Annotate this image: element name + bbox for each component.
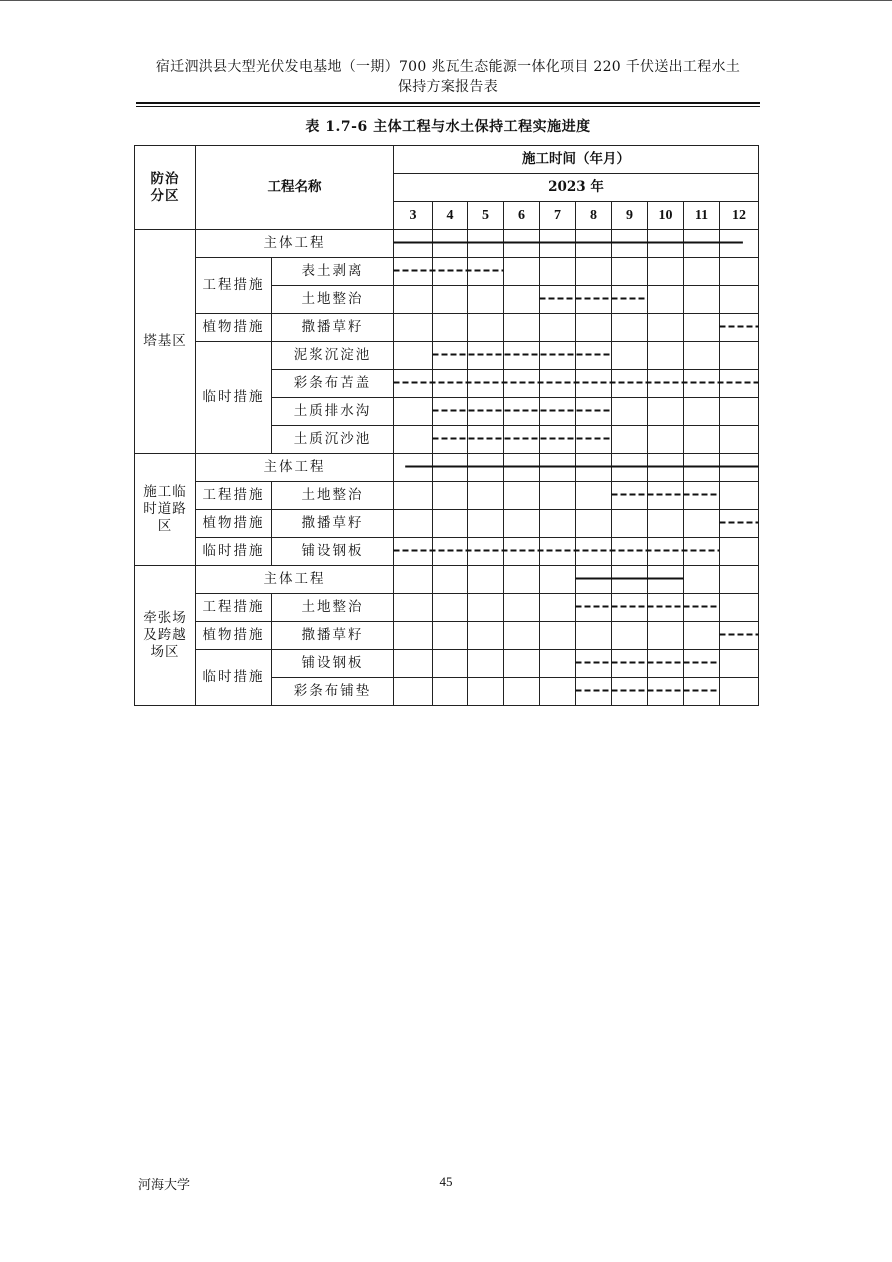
time-header: 施工时间（年月） (394, 146, 759, 174)
schedule-cell (684, 678, 720, 706)
measure-item: 表土剥离 (272, 258, 394, 286)
measure-row (135, 622, 759, 650)
measure-item: 撒播草籽 (272, 314, 394, 342)
month-header: 4 (433, 202, 468, 230)
schedule-cell (612, 454, 648, 482)
schedule-cell (720, 342, 759, 370)
schedule-cell (394, 342, 433, 370)
schedule-cell (540, 230, 576, 258)
measure-item: 撒播草籽 (272, 622, 394, 650)
schedule-cell (433, 230, 468, 258)
schedule-cell (394, 314, 433, 342)
month-header: 5 (468, 202, 504, 230)
schedule-cell (433, 286, 468, 314)
zone-column-header: 防治 分区 (135, 146, 196, 230)
schedule-cell (468, 314, 504, 342)
footer-organization: 河海大学 (138, 1178, 191, 1193)
zone-name: 塔基区 (135, 230, 196, 454)
schedule-cell (468, 370, 504, 398)
measure-item: 土质排水沟 (272, 398, 394, 426)
schedule-cell (612, 426, 648, 454)
main-work-row (135, 230, 759, 258)
schedule-cell (433, 454, 468, 482)
schedule-cell (648, 622, 684, 650)
schedule-cell (720, 286, 759, 314)
schedule-cell (433, 566, 468, 594)
schedule-cell (468, 622, 504, 650)
schedule-cell (648, 566, 684, 594)
measure-category: 临时措施 (196, 538, 272, 566)
measure-row (135, 510, 759, 538)
schedule-cell (504, 398, 540, 426)
schedule-cell (394, 622, 433, 650)
schedule-cell (612, 258, 648, 286)
page-number: 45 (439, 1174, 453, 1189)
name-column-header: 工程名称 (196, 146, 394, 230)
schedule-cell (433, 258, 468, 286)
schedule-cell (433, 370, 468, 398)
measure-item: 土质沉沙池 (272, 426, 394, 454)
measure-category: 植物措施 (196, 314, 272, 342)
header-row-1 (135, 146, 759, 174)
schedule-cell (433, 426, 468, 454)
schedule-cell (468, 594, 504, 622)
measure-category: 植物措施 (196, 622, 272, 650)
schedule-cell (684, 566, 720, 594)
year-header: 2023 年 (394, 174, 759, 202)
measure-category: 工程措施 (196, 258, 272, 314)
schedule-cell (394, 678, 433, 706)
measure-item: 铺设钢板 (272, 650, 394, 678)
measure-item: 土地整治 (272, 482, 394, 510)
schedule-cell (720, 510, 759, 538)
schedule-cell (720, 314, 759, 342)
schedule-cell (684, 286, 720, 314)
schedule-cell (648, 482, 684, 510)
schedule-cell (433, 482, 468, 510)
main-work-row (135, 566, 759, 594)
month-header: 6 (504, 202, 540, 230)
schedule-cell (720, 258, 759, 286)
month-header: 8 (576, 202, 612, 230)
schedule-cell (433, 314, 468, 342)
schedule-cell (433, 650, 468, 678)
header-line-1: 宿迁泗洪县大型光伏发电基地（一期）700 兆瓦生态能源一体化项目 220 千伏送出工程水土 (155, 59, 741, 75)
schedule-cell (576, 286, 612, 314)
measure-item: 撒播草籽 (272, 510, 394, 538)
schedule-cell (504, 482, 540, 510)
schedule-cell (468, 482, 504, 510)
schedule-cell (612, 286, 648, 314)
schedule-cell (504, 426, 540, 454)
schedule-cell (648, 594, 684, 622)
measure-row (135, 482, 759, 510)
table-caption: 表 1.7-6 主体工程与水土保持工程实施进度 (305, 119, 591, 135)
schedule-cell (648, 650, 684, 678)
measure-row (135, 650, 759, 678)
page-top-border (0, 0, 892, 1)
schedule-cell (684, 230, 720, 258)
schedule-cell (720, 678, 759, 706)
schedule-cell (504, 454, 540, 482)
schedule-cell (504, 286, 540, 314)
schedule-cell (540, 566, 576, 594)
schedule-cell (612, 678, 648, 706)
schedule-cell (394, 230, 433, 258)
schedule-cell (576, 650, 612, 678)
schedule-cell (540, 314, 576, 342)
schedule-cell (394, 258, 433, 286)
schedule-cell (576, 370, 612, 398)
schedule-cell (684, 426, 720, 454)
schedule-cell (720, 538, 759, 566)
measure-row (135, 314, 759, 342)
schedule-cell (612, 594, 648, 622)
schedule-cell (540, 286, 576, 314)
schedule-cell (612, 510, 648, 538)
schedule-cell (576, 538, 612, 566)
measure-row (135, 258, 759, 286)
schedule-cell (720, 370, 759, 398)
schedule-cell (576, 230, 612, 258)
schedule-cell (576, 258, 612, 286)
schedule-cell (468, 454, 504, 482)
schedule-cell (504, 678, 540, 706)
schedule-cell (433, 594, 468, 622)
schedule-cell (576, 594, 612, 622)
schedule-cell (684, 342, 720, 370)
schedule-cell (468, 678, 504, 706)
month-header: 3 (394, 202, 433, 230)
schedule-cell (720, 398, 759, 426)
measure-item: 土地整治 (272, 286, 394, 314)
schedule-cell (540, 258, 576, 286)
schedule-cell (504, 566, 540, 594)
schedule-cell (540, 538, 576, 566)
schedule-cell (433, 510, 468, 538)
schedule-cell (648, 230, 684, 258)
schedule-cell (576, 454, 612, 482)
schedule-cell (504, 650, 540, 678)
schedule-cell (394, 454, 433, 482)
main-work-label: 主体工程 (196, 566, 394, 594)
schedule-cell (433, 538, 468, 566)
measure-row (135, 342, 759, 370)
zone-name: 牵张场 及跨越 场区 (135, 566, 196, 706)
schedule-cell (576, 566, 612, 594)
schedule-cell (540, 398, 576, 426)
schedule-cell (540, 426, 576, 454)
schedule-cell (648, 286, 684, 314)
schedule-cell (576, 314, 612, 342)
schedule-cell (394, 482, 433, 510)
schedule-cell (612, 314, 648, 342)
schedule-cell (540, 482, 576, 510)
schedule-cell (684, 650, 720, 678)
schedule-cell (648, 342, 684, 370)
schedule-cell (612, 342, 648, 370)
schedule-cell (394, 370, 433, 398)
schedule-cell (394, 426, 433, 454)
schedule-cell (394, 398, 433, 426)
schedule-cell (540, 342, 576, 370)
schedule-cell (684, 370, 720, 398)
measure-category: 植物措施 (196, 510, 272, 538)
month-header: 10 (648, 202, 684, 230)
schedule-cell (468, 286, 504, 314)
month-header: 12 (720, 202, 759, 230)
schedule-cell (576, 678, 612, 706)
measure-category: 工程措施 (196, 594, 272, 622)
measure-item: 土地整治 (272, 594, 394, 622)
schedule-cell (576, 398, 612, 426)
measure-item: 彩条布苫盖 (272, 370, 394, 398)
header-rule-thin (136, 106, 760, 107)
schedule-cell (504, 258, 540, 286)
schedule-cell (720, 482, 759, 510)
schedule-cell (576, 342, 612, 370)
measure-row (135, 594, 759, 622)
schedule-cell (684, 454, 720, 482)
schedule-table (134, 145, 759, 706)
zone-name: 施工临 时道路 区 (135, 454, 196, 566)
schedule-cell (540, 510, 576, 538)
schedule-cell (540, 650, 576, 678)
schedule-cell (540, 678, 576, 706)
month-header: 7 (540, 202, 576, 230)
header-rule-thick (136, 102, 760, 104)
schedule-cell (612, 482, 648, 510)
measure-row (135, 538, 759, 566)
schedule-cell (612, 622, 648, 650)
schedule-cell (720, 454, 759, 482)
schedule-cell (394, 566, 433, 594)
measure-item: 泥浆沉淀池 (272, 342, 394, 370)
schedule-cell (684, 314, 720, 342)
main-work-row (135, 454, 759, 482)
schedule-cell (684, 510, 720, 538)
document-header (136, 57, 760, 97)
schedule-cell (612, 566, 648, 594)
schedule-cell (394, 650, 433, 678)
schedule-cell (648, 454, 684, 482)
measure-category: 临时措施 (196, 650, 272, 706)
header-line-2: 保持方案报告表 (397, 79, 499, 95)
schedule-cell (720, 566, 759, 594)
main-work-label: 主体工程 (196, 230, 394, 258)
schedule-cell (468, 566, 504, 594)
schedule-cell (684, 538, 720, 566)
schedule-cell (684, 258, 720, 286)
schedule-cell (433, 678, 468, 706)
schedule-cell (684, 482, 720, 510)
schedule-cell (394, 510, 433, 538)
schedule-cell (540, 622, 576, 650)
schedule-cell (684, 622, 720, 650)
schedule-cell (468, 258, 504, 286)
schedule-cell (468, 342, 504, 370)
schedule-cell (684, 594, 720, 622)
schedule-cell (648, 258, 684, 286)
schedule-cell (648, 538, 684, 566)
schedule-cell (394, 538, 433, 566)
schedule-cell (648, 678, 684, 706)
schedule-cell (504, 370, 540, 398)
schedule-cell (433, 398, 468, 426)
measure-category: 工程措施 (196, 482, 272, 510)
schedule-cell (612, 230, 648, 258)
schedule-cell (540, 454, 576, 482)
month-header: 9 (612, 202, 648, 230)
schedule-cell (468, 230, 504, 258)
schedule-cell (576, 426, 612, 454)
schedule-cell (612, 538, 648, 566)
schedule-cell (504, 510, 540, 538)
schedule-cell (720, 650, 759, 678)
schedule-cell (648, 426, 684, 454)
schedule-cell (720, 230, 759, 258)
measure-item: 铺设钢板 (272, 538, 394, 566)
schedule-cell (576, 510, 612, 538)
schedule-cell (720, 622, 759, 650)
measure-item: 彩条布铺垫 (272, 678, 394, 706)
schedule-cell (612, 370, 648, 398)
schedule-cell (612, 398, 648, 426)
schedule-cell (576, 482, 612, 510)
schedule-cell (504, 314, 540, 342)
schedule-cell (648, 398, 684, 426)
schedule-cell (684, 398, 720, 426)
schedule-cell (540, 370, 576, 398)
month-header: 11 (684, 202, 720, 230)
schedule-cell (433, 622, 468, 650)
schedule-cell (394, 286, 433, 314)
schedule-cell (648, 510, 684, 538)
schedule-cell (468, 398, 504, 426)
schedule-cell (504, 622, 540, 650)
schedule-cell (612, 650, 648, 678)
schedule-cell (648, 370, 684, 398)
schedule-cell (504, 538, 540, 566)
schedule-cell (720, 426, 759, 454)
schedule-cell (394, 594, 433, 622)
schedule-cell (540, 594, 576, 622)
schedule-cell (648, 314, 684, 342)
schedule-cell (468, 426, 504, 454)
schedule-cell (504, 230, 540, 258)
schedule-cell (468, 538, 504, 566)
schedule-cell (433, 342, 468, 370)
schedule-cell (504, 342, 540, 370)
schedule-cell (504, 594, 540, 622)
schedule-cell (468, 650, 504, 678)
measure-category: 临时措施 (196, 342, 272, 454)
schedule-cell (720, 594, 759, 622)
schedule-cell (576, 622, 612, 650)
main-work-label: 主体工程 (196, 454, 394, 482)
schedule-cell (468, 510, 504, 538)
